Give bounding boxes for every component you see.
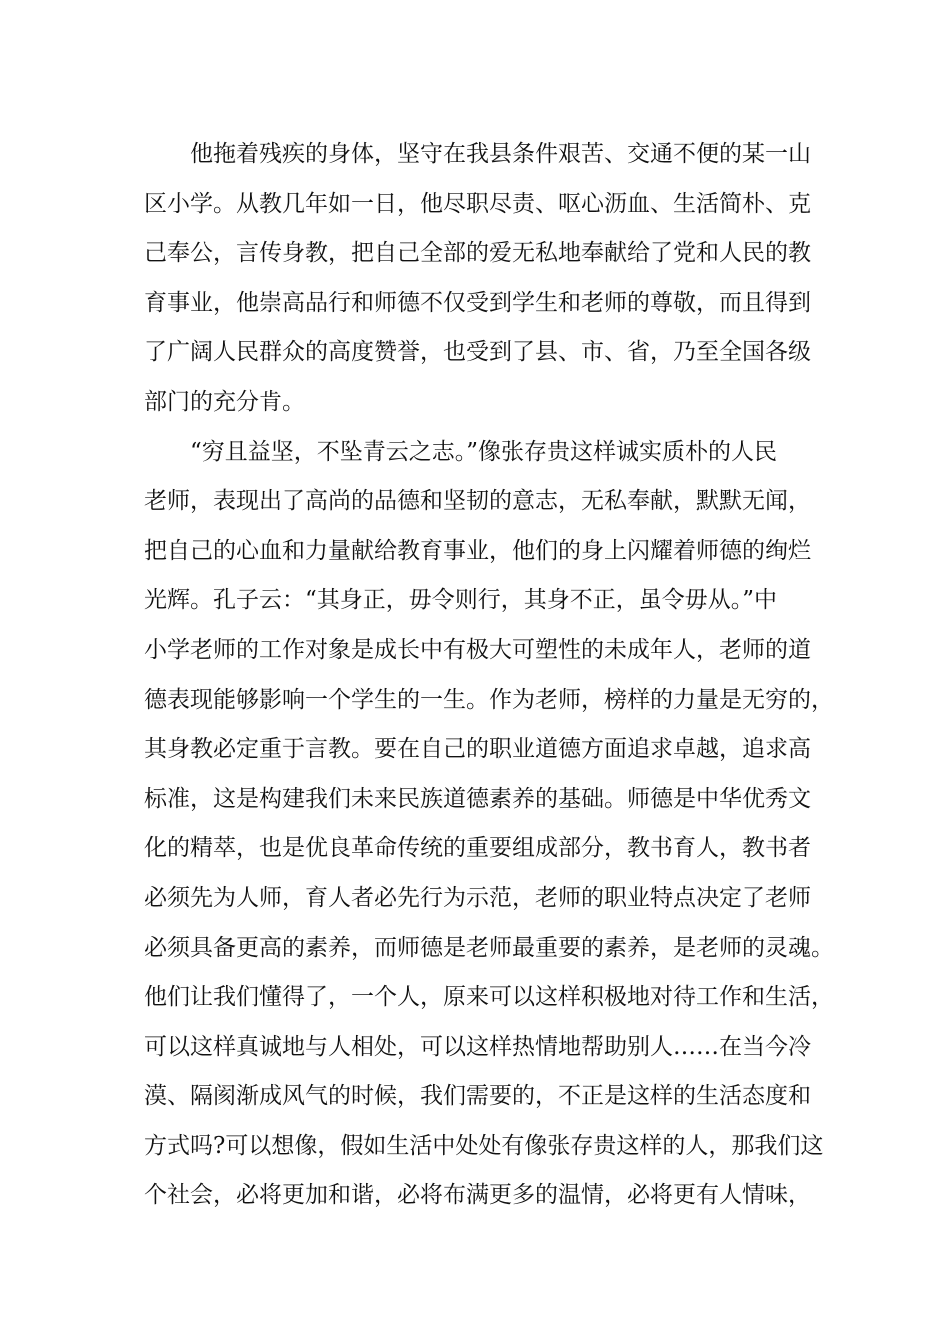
text-line: 必须具备更高的素养，而师德是老师最重要的素养，是老师的灵魂。 xyxy=(144,934,834,961)
text-line: 小学老师的工作对象是成长中有极大可塑性的未成年人，老师的道 xyxy=(144,636,811,663)
text-line: 老师，表现出了高尚的品德和坚韧的意志，无私奉献，默默无闻， xyxy=(144,488,811,515)
text-line: 区小学。从教几年如一日，他尽职尽责、呕心沥血、生活简朴、克 xyxy=(144,190,811,217)
text-line: 把自己的心血和力量献给教育事业，他们的身上闪耀着师德的绚烂 xyxy=(144,537,811,564)
paragraph-2 xyxy=(144,428,834,1222)
body-text xyxy=(144,130,834,1221)
text-line: 了广阔人民群众的高度赞誉，也受到了县、市、省，乃至全国各级 xyxy=(144,339,811,366)
text-line: 漠、隔阂渐成风气的时候，我们需要的，不正是这样的生活态度和 xyxy=(144,1083,811,1110)
text-line: “穷且益坚，不坠青云之志。”像张存贵这样诚实质朴的人民 xyxy=(190,438,778,465)
paragraph-1 xyxy=(144,130,834,428)
text-line: 育事业，他崇高品行和师德不仅受到学生和老师的尊敬，而且得到 xyxy=(144,289,811,316)
text-line: 标准，这是构建我们未来民族道德素养的基础。师德是中华优秀文 xyxy=(144,785,811,812)
text-line: 个社会，必将更加和谐，必将布满更多的温情，必将更有人情味， xyxy=(144,1182,811,1209)
text-line: 光辉。孔子云：“其身正，毋令则行，其身不正，虽令毋从。”中 xyxy=(144,587,778,614)
text-line: 德表现能够影响一个学生的一生。作为老师，榜样的力量是无穷的， xyxy=(144,686,834,713)
text-line: 己奉公，言传身教，把自己全部的爱无私地奉献给了党和人民的教 xyxy=(144,240,811,267)
text-line: 必须先为人师，育人者必先行为示范，老师的职业特点决定了老师 xyxy=(144,884,811,911)
text-line: 他拖着残疾的身体，坚守在我县条件艰苦、交通不便的某一山 xyxy=(190,141,811,167)
text-line: 可以这样真诚地与人相处，可以这样热情地帮助别人……在当今冷 xyxy=(144,1033,811,1060)
text-line: 其身教必定重于言教。要在自己的职业道德方面追求卓越，追求高 xyxy=(144,736,811,763)
text-line: 方式吗?可以想像，假如生活中处处有像张存贵这样的人，那我们这 xyxy=(144,1132,824,1159)
text-line: 他们让我们懂得了，一个人，原来可以这样积极地对待工作和生活， xyxy=(144,984,834,1011)
text-line: 化的精萃，也是优良革命传统的重要组成部分，教书育人，教书者 xyxy=(144,835,811,862)
text-line: 部门的充分肯。 xyxy=(144,388,305,415)
